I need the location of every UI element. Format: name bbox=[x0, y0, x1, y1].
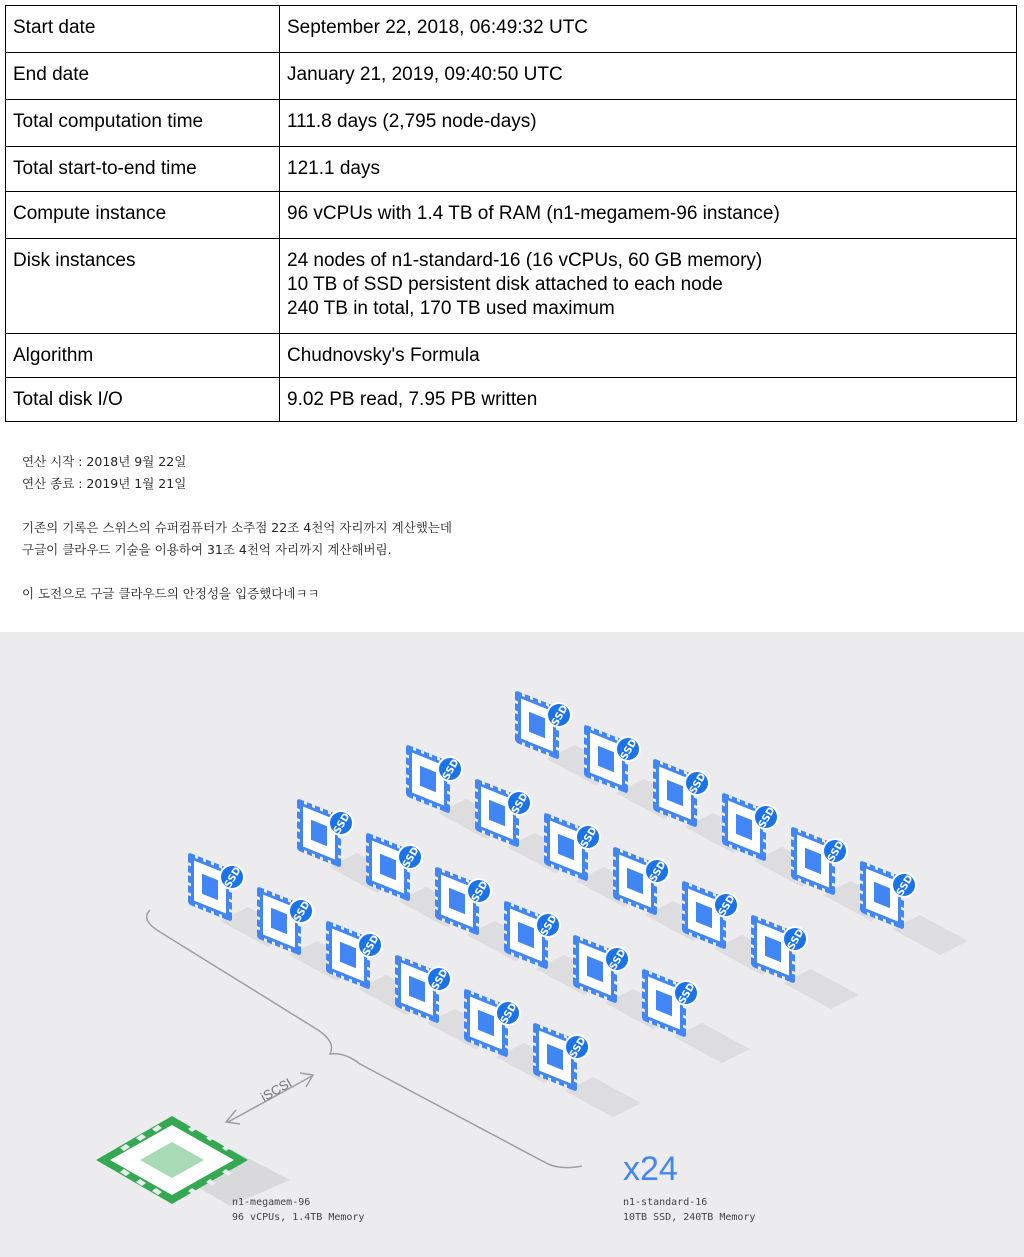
row-key: Start date bbox=[6, 6, 280, 53]
row-key: Compute instance bbox=[6, 192, 280, 239]
row-value: Chudnovsky's Formula bbox=[280, 334, 1017, 378]
note-end: 연산 종료 : 2019년 1월 21일 bbox=[22, 476, 187, 491]
disk-node-grid bbox=[188, 690, 968, 1117]
disk-label bbox=[623, 1195, 755, 1225]
diagram-canvas: SSD iSCSI bbox=[0, 632, 1024, 1257]
row-value: 96 vCPUs with 1.4 TB of RAM (n1-megamem-96 instance) bbox=[280, 192, 1017, 239]
table-row bbox=[6, 147, 1017, 192]
table-row bbox=[6, 378, 1017, 422]
note-start: 연산 시작 : 2018년 9월 22일 bbox=[22, 454, 187, 469]
disk-node bbox=[751, 914, 859, 1009]
row-key: End date bbox=[6, 53, 280, 100]
row-key: Disk instances bbox=[6, 239, 280, 334]
row-value: 111.8 days (2,795 node-days) bbox=[280, 100, 1017, 147]
disk-node bbox=[533, 1022, 641, 1117]
note-conclusion: 이 도전으로 구글 클라우드의 안정성을 입증했다네ㅋㅋ bbox=[22, 586, 320, 601]
row-key: Total computation time bbox=[6, 100, 280, 147]
table-row bbox=[6, 192, 1017, 239]
table-row bbox=[6, 53, 1017, 100]
korean-notes bbox=[22, 451, 452, 605]
disk-name: n1-standard-16 bbox=[623, 1197, 708, 1208]
table-row bbox=[6, 334, 1017, 378]
disk-spec: 10TB SSD, 240TB Memory bbox=[623, 1212, 756, 1223]
row-key: Total disk I/O bbox=[6, 378, 280, 422]
compute-instance-chip bbox=[96, 1116, 290, 1206]
row-value: 121.1 days bbox=[280, 147, 1017, 192]
node-multiplier: x24 bbox=[623, 1150, 678, 1188]
spec-table bbox=[5, 5, 1017, 422]
disk-node bbox=[860, 860, 968, 955]
compute-spec: 96 vCPUs, 1.4TB Memory bbox=[232, 1212, 365, 1223]
compute-label bbox=[232, 1195, 364, 1225]
compute-name: n1-megamem-96 bbox=[232, 1197, 311, 1208]
table-row bbox=[6, 100, 1017, 147]
note-google: 구글이 클라우드 기술을 이용하여 31조 4천억 자리까지 계산해버림. bbox=[22, 542, 392, 557]
row-value: 24 nodes of n1-standard-16 (16 vCPUs, 60 GB memory) 10 TB of SSD persistent disk attached to each node 240 TB in total, 170 TB used maximum bbox=[280, 239, 1017, 334]
table-row bbox=[6, 6, 1017, 53]
row-value: September 22, 2018, 06:49:32 UTC bbox=[280, 6, 1017, 53]
disk-node bbox=[642, 968, 750, 1063]
row-key: Algorithm bbox=[6, 334, 280, 378]
row-key: Total start-to-end time bbox=[6, 147, 280, 192]
note-record: 기존의 기록은 스위스의 슈퍼컴퓨터가 소주점 22조 4천억 자리까지 계산했는데 bbox=[22, 520, 452, 535]
architecture-diagram bbox=[0, 610, 1024, 1257]
row-value: January 21, 2019, 09:40:50 UTC bbox=[280, 53, 1017, 100]
row-value: 9.02 PB read, 7.95 PB written bbox=[280, 378, 1017, 422]
table-row bbox=[6, 239, 1017, 334]
iscsi-label: iSCSI bbox=[258, 1074, 295, 1105]
